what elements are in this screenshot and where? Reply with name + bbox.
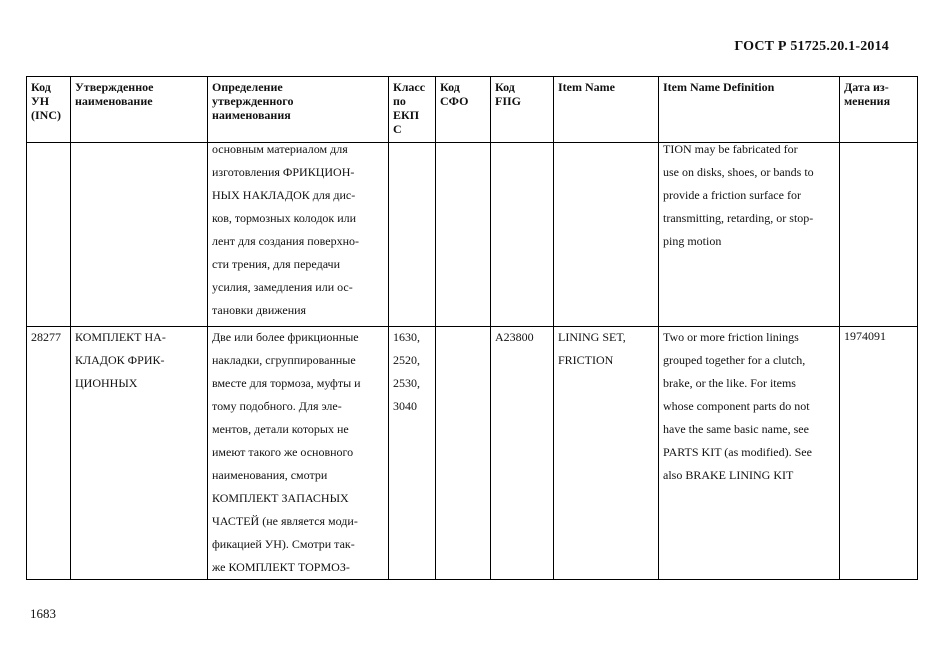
cell-item-name-definition: [659, 327, 840, 580]
text-line: whose component parts do not: [663, 399, 810, 413]
text-line: имеют такого же основного: [212, 445, 354, 459]
header-item-name: [554, 77, 659, 143]
text-line: утвержденного: [212, 94, 294, 108]
text-line: НЫХ НАКЛАДОК для дис-: [212, 188, 356, 202]
header-item-name-definition: [659, 77, 840, 143]
text-line: have the same basic name, see: [663, 422, 809, 436]
cell-ekp-class: [389, 327, 436, 580]
cell-inc: [27, 143, 71, 327]
text-line: усилия, замедления или ос-: [212, 280, 353, 294]
cell-item-name-definition: [659, 143, 840, 327]
fiig-code: A23800: [495, 330, 534, 344]
text-line: TION may be fabricated for: [663, 142, 798, 156]
text-line: Две или более фрикционные: [212, 330, 359, 344]
text-line: ЧАСТЕЙ (не является моди-: [212, 514, 358, 528]
text-line: provide a friction surface for: [663, 188, 801, 202]
text-line: КОМПЛЕКТ НА-: [75, 330, 166, 344]
text-line: Код: [31, 80, 51, 94]
text-line: фикацией УН). Смотри так-: [212, 537, 355, 551]
cell-change-date: [840, 327, 918, 580]
page-number: 1683: [30, 606, 56, 621]
text-line: ping motion: [663, 234, 722, 248]
text-line: наименования, смотри: [212, 468, 328, 482]
text-line: тому подобного. Для эле-: [212, 399, 342, 413]
cell-sfo-code: [436, 327, 491, 580]
text-line: тановки движения: [212, 303, 307, 317]
text-line: УН: [31, 94, 50, 108]
text-line: Item Name: [558, 80, 615, 94]
text-line: СФО: [440, 94, 469, 108]
text-line: по: [393, 94, 406, 108]
cell-inc: [27, 327, 71, 580]
text-line: С: [393, 122, 402, 136]
text-line: also BRAKE LINING KIT: [663, 468, 794, 482]
text-line: 3040: [393, 399, 417, 413]
text-line: ментов, детали которых не: [212, 422, 349, 436]
text-line: FRICTION: [558, 353, 614, 367]
text-line: Утвержденное: [75, 80, 154, 94]
text-line: LINING SET,: [558, 330, 626, 344]
cell-definition: [208, 143, 389, 327]
nomenclature-table: [26, 76, 918, 580]
inc-code: 28277: [31, 330, 61, 344]
cell-definition: [208, 327, 389, 580]
text-line: FIIG: [495, 94, 522, 108]
text-line: Item Name Definition: [663, 80, 775, 94]
header-row: [27, 77, 918, 143]
text-line: grouped together for a clutch,: [663, 353, 806, 367]
header-fiig-code: [491, 77, 554, 143]
text-line: основным материалом для: [212, 142, 348, 156]
text-line: Two or more friction linings: [663, 330, 799, 344]
header-definition: [208, 77, 389, 143]
text-line: наименования: [212, 108, 291, 122]
cell-item-name: [554, 143, 659, 327]
text-line: ЦИОННЫХ: [75, 376, 138, 390]
text-line: сти трения, для передачи: [212, 257, 341, 271]
text-line: вместе для тормоза, муфты и: [212, 376, 361, 390]
text-line: ЕКП: [393, 108, 420, 122]
text-line: use on disks, shoes, or bands to: [663, 165, 814, 179]
text-line: Дата из-: [844, 80, 889, 94]
cell-fiig-code: [491, 327, 554, 580]
text-line: Код: [440, 80, 460, 94]
cell-approved-name: [71, 327, 208, 580]
text-line: наименование: [75, 94, 153, 108]
document-code: ГОСТ Р 51725.20.1-2014: [734, 39, 889, 54]
cell-change-date: [840, 143, 918, 327]
text-line: PARTS KIT (as modified). See: [663, 445, 812, 459]
table-row-28277: [27, 327, 918, 580]
text-line: менения: [844, 94, 891, 108]
header-inc: [27, 77, 71, 143]
text-line: 2530,: [393, 376, 420, 390]
table-row-continuation: [27, 143, 918, 327]
text-line: изготовления ФРИКЦИОН-: [212, 165, 355, 179]
cell-item-name: [554, 327, 659, 580]
text-line: 1630,: [393, 330, 420, 344]
text-line: КЛАДОК ФРИК-: [75, 353, 165, 367]
text-line: ков, тормозных колодок или: [212, 211, 357, 225]
text-line: же КОМПЛЕКТ ТОРМОЗ-: [212, 560, 350, 574]
text-line: накладки, сгруппированные: [212, 353, 356, 367]
cell-ekp-class: [389, 143, 436, 327]
text-line: transmitting, retarding, or stop-: [663, 211, 814, 225]
text-line: Класс: [393, 80, 426, 94]
cell-fiig-code: [491, 143, 554, 327]
text-line: (INC): [31, 108, 61, 122]
text-line: 2520,: [393, 353, 420, 367]
cell-approved-name: [71, 143, 208, 327]
header-approved-name: [71, 77, 208, 143]
cell-sfo-code: [436, 143, 491, 327]
text-line: Определение: [212, 80, 283, 94]
text-line: brake, or the like. For items: [663, 376, 796, 390]
header-ekp-class: [389, 77, 436, 143]
header-change-date: [840, 77, 918, 143]
text-line: КОМПЛЕКТ ЗАПАСНЫХ: [212, 491, 349, 505]
text-line: Код: [495, 80, 515, 94]
change-date: 1974091: [844, 329, 886, 343]
text-line: лент для создания поверхно-: [212, 234, 359, 248]
header-sfo-code: [436, 77, 491, 143]
